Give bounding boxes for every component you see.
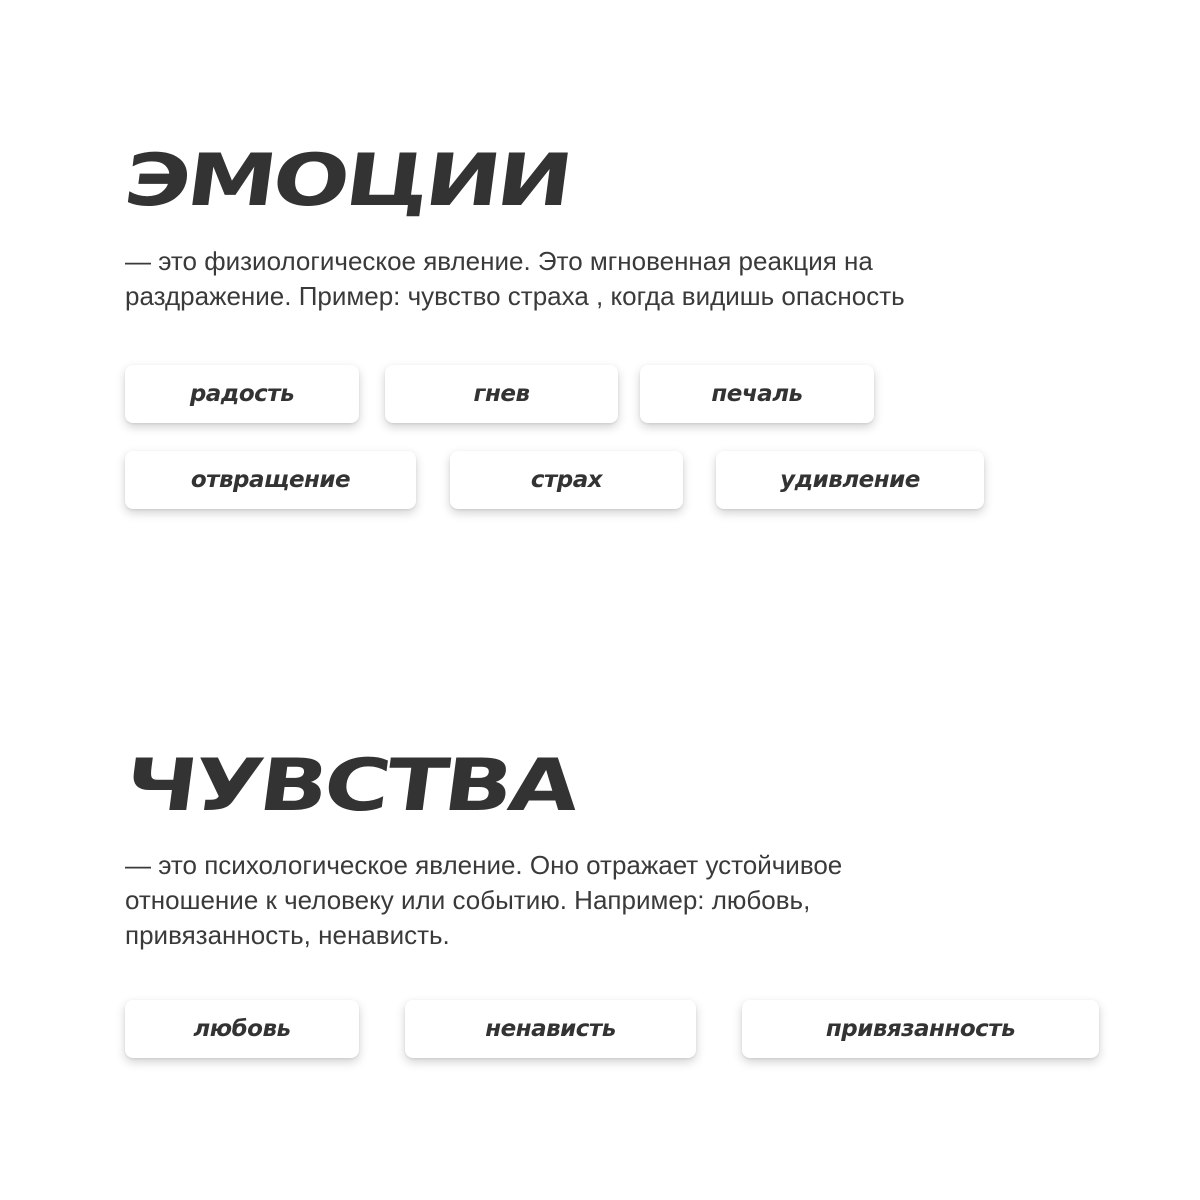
- tag-label: удивление: [780, 467, 920, 493]
- tag-label: радость: [189, 381, 295, 407]
- emotions-section: [119, 138, 1025, 314]
- feelings-description: — это психологическое явление. Оно отражает устойчивое отношение к человеку или событию. Например: любовь, привязанность, ненависть.: [125, 850, 843, 950]
- tag-label: гнев: [473, 381, 530, 407]
- tag-label: отвращение: [190, 467, 351, 493]
- tag-label: любовь: [193, 1016, 291, 1042]
- tag-joy[interactable]: [125, 365, 359, 423]
- feelings-heading: ЧУВСТВА: [119, 743, 581, 827]
- feelings-section: [119, 743, 955, 953]
- emotions-description: — это физиологическое явление. Это мгновенная реакция на раздражение. Пример: чувство страха , когда видишь опасность: [125, 246, 905, 311]
- tag-label: печаль: [711, 381, 803, 407]
- tag-hatred[interactable]: [405, 1000, 696, 1058]
- tag-disgust[interactable]: [125, 451, 416, 509]
- tag-sadness[interactable]: [640, 365, 874, 423]
- tag-anger[interactable]: [385, 365, 618, 423]
- tag-surprise[interactable]: [716, 451, 984, 509]
- tag-label: ненависть: [485, 1016, 616, 1042]
- tag-fear[interactable]: [450, 451, 683, 509]
- tag-attachment[interactable]: [742, 1000, 1099, 1058]
- tag-label: страх: [530, 467, 603, 493]
- emotions-heading: ЭМОЦИИ: [119, 138, 575, 222]
- tag-love[interactable]: [125, 1000, 359, 1058]
- tag-label: привязанность: [825, 1016, 1016, 1042]
